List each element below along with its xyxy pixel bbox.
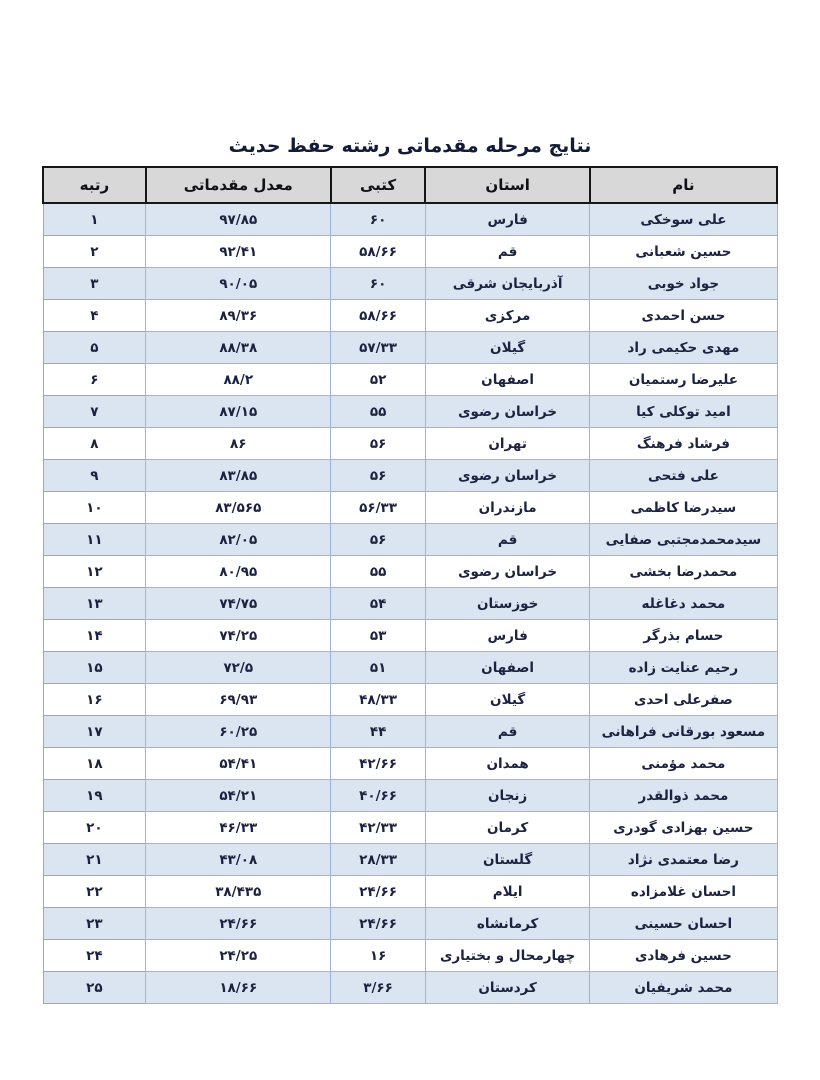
table-row: [43, 236, 777, 268]
cell-average: ۷۴/۲۵: [146, 620, 331, 652]
cell-written: ۵۴: [331, 588, 426, 620]
cell-name: مهدی حکیمی راد: [590, 332, 777, 364]
cell-written: ۵۱: [331, 652, 426, 684]
cell-rank: ۲: [43, 236, 146, 268]
cell-written: ۵۸/۶۶: [331, 236, 426, 268]
cell-written: ۵۷/۳۳: [331, 332, 426, 364]
cell-written: ۲۴/۶۶: [331, 908, 426, 940]
header-written: کتبی: [331, 167, 426, 203]
cell-written: ۵۶: [331, 428, 426, 460]
cell-average: ۶۰/۲۵: [146, 716, 331, 748]
cell-rank: ۸: [43, 428, 146, 460]
cell-average: ۳۸/۴۳۵: [146, 876, 331, 908]
cell-province: کردستان: [425, 972, 589, 1004]
cell-province: چهارمحال و بختیاری: [425, 940, 589, 972]
cell-written: ۵۶: [331, 460, 426, 492]
cell-province: آذربایجان شرقی: [425, 268, 589, 300]
table-header: [43, 167, 777, 203]
cell-province: ایلام: [425, 876, 589, 908]
cell-average: ۸۹/۳۶: [146, 300, 331, 332]
cell-province: خراسان رضوی: [425, 460, 589, 492]
cell-average: ۷۴/۷۵: [146, 588, 331, 620]
cell-name: احسان حسینی: [590, 908, 777, 940]
cell-average: ۲۴/۲۵: [146, 940, 331, 972]
cell-average: ۴۳/۰۸: [146, 844, 331, 876]
cell-written: ۶۰: [331, 268, 426, 300]
cell-rank: ۱۰: [43, 492, 146, 524]
table-row: [43, 716, 777, 748]
cell-average: ۸۳/۸۵: [146, 460, 331, 492]
cell-written: ۵۸/۶۶: [331, 300, 426, 332]
cell-written: ۳/۶۶: [331, 972, 426, 1004]
cell-name: محمد دغاغله: [590, 588, 777, 620]
cell-rank: ۱۵: [43, 652, 146, 684]
header-average: معدل مقدماتی: [146, 167, 331, 203]
cell-average: ۹۲/۴۱: [146, 236, 331, 268]
cell-average: ۸۷/۱۵: [146, 396, 331, 428]
cell-name: محمدرضا بخشی: [590, 556, 777, 588]
cell-average: ۲۴/۶۶: [146, 908, 331, 940]
table-row: [43, 652, 777, 684]
cell-name: حسین شعبانی: [590, 236, 777, 268]
cell-average: ۸۸/۳۸: [146, 332, 331, 364]
cell-written: ۵۶: [331, 524, 426, 556]
cell-average: ۸۸/۲: [146, 364, 331, 396]
cell-province: زنجان: [425, 780, 589, 812]
cell-written: ۴۴: [331, 716, 426, 748]
page-title: نتایج مرحله مقدماتی رشته حفظ حدیث: [228, 135, 592, 157]
header-rank: رتبه: [43, 167, 146, 203]
cell-name: محمد ذوالقدر: [590, 780, 777, 812]
cell-province: کرمانشاه: [425, 908, 589, 940]
table-row: [43, 556, 777, 588]
cell-rank: ۷: [43, 396, 146, 428]
table-row: [43, 940, 777, 972]
cell-written: ۲۸/۳۳: [331, 844, 426, 876]
cell-name: علی سوخکی: [590, 203, 777, 236]
cell-average: ۵۴/۴۱: [146, 748, 331, 780]
cell-average: ۸۲/۰۵: [146, 524, 331, 556]
cell-rank: ۳: [43, 268, 146, 300]
table-row: [43, 203, 777, 236]
cell-name: محمد شریفیان: [590, 972, 777, 1004]
cell-written: ۴۲/۳۳: [331, 812, 426, 844]
cell-average: ۴۶/۳۳: [146, 812, 331, 844]
cell-name: مسعود بورقانی فراهانی: [590, 716, 777, 748]
table-row: [43, 300, 777, 332]
header-province: استان: [425, 167, 589, 203]
cell-name: سیدرضا کاظمی: [590, 492, 777, 524]
cell-written: ۵۲: [331, 364, 426, 396]
cell-rank: ۱۲: [43, 556, 146, 588]
cell-name: جواد خوبی: [590, 268, 777, 300]
cell-written: ۴۰/۶۶: [331, 780, 426, 812]
cell-rank: ۱۴: [43, 620, 146, 652]
cell-province: قم: [425, 716, 589, 748]
cell-written: ۵۳: [331, 620, 426, 652]
table-row: [43, 268, 777, 300]
cell-rank: ۲۳: [43, 908, 146, 940]
table-row: [43, 460, 777, 492]
cell-province: فارس: [425, 203, 589, 236]
cell-average: ۸۶: [146, 428, 331, 460]
cell-name: فرشاد فرهنگ: [590, 428, 777, 460]
table-row: [43, 748, 777, 780]
cell-rank: ۲۲: [43, 876, 146, 908]
cell-name: صفرعلی احدی: [590, 684, 777, 716]
cell-rank: ۱: [43, 203, 146, 236]
cell-province: گیلان: [425, 332, 589, 364]
cell-rank: ۲۵: [43, 972, 146, 1004]
cell-name: رضا معتمدی نژاد: [590, 844, 777, 876]
cell-average: ۷۲/۵: [146, 652, 331, 684]
cell-rank: ۲۱: [43, 844, 146, 876]
cell-average: ۹۰/۰۵: [146, 268, 331, 300]
cell-rank: ۵: [43, 332, 146, 364]
cell-name: علی فتحی: [590, 460, 777, 492]
cell-province: مازندران: [425, 492, 589, 524]
cell-name: محمد مؤمنی: [590, 748, 777, 780]
table-row: [43, 524, 777, 556]
cell-province: خراسان رضوی: [425, 556, 589, 588]
header-name: نام: [590, 167, 777, 203]
table-row: [43, 492, 777, 524]
cell-average: ۱۸/۶۶: [146, 972, 331, 1004]
table-row: [43, 972, 777, 1004]
cell-written: ۵۶/۳۳: [331, 492, 426, 524]
table-row: [43, 876, 777, 908]
header-row: [43, 167, 777, 203]
cell-rank: ۲۰: [43, 812, 146, 844]
cell-name: حسین بهزادی گودری: [590, 812, 777, 844]
table-row: [43, 364, 777, 396]
cell-province: قم: [425, 524, 589, 556]
cell-average: ۶۹/۹۳: [146, 684, 331, 716]
cell-rank: ۱۱: [43, 524, 146, 556]
cell-name: حسن احمدی: [590, 300, 777, 332]
cell-province: فارس: [425, 620, 589, 652]
results-table: [42, 166, 778, 1004]
cell-written: ۵۵: [331, 396, 426, 428]
table-row: [43, 684, 777, 716]
table-row: [43, 588, 777, 620]
cell-province: تهران: [425, 428, 589, 460]
cell-province: گیلان: [425, 684, 589, 716]
cell-province: اصفهان: [425, 652, 589, 684]
cell-province: کرمان: [425, 812, 589, 844]
cell-province: خوزستان: [425, 588, 589, 620]
table-row: [43, 620, 777, 652]
cell-province: گلستان: [425, 844, 589, 876]
cell-average: ۹۷/۸۵: [146, 203, 331, 236]
table-row: [43, 844, 777, 876]
cell-province: خراسان رضوی: [425, 396, 589, 428]
cell-name: احسان غلامزاده: [590, 876, 777, 908]
cell-written: ۵۵: [331, 556, 426, 588]
cell-rank: ۹: [43, 460, 146, 492]
table-body: [43, 203, 777, 1004]
cell-written: ۲۴/۶۶: [331, 876, 426, 908]
cell-rank: ۲۴: [43, 940, 146, 972]
cell-written: ۶۰: [331, 203, 426, 236]
cell-average: ۸۳/۵۶۵: [146, 492, 331, 524]
cell-rank: ۱۳: [43, 588, 146, 620]
cell-written: ۱۶: [331, 940, 426, 972]
cell-average: ۸۰/۹۵: [146, 556, 331, 588]
table-row: [43, 332, 777, 364]
table-row: [43, 428, 777, 460]
cell-name: رحیم عنایت زاده: [590, 652, 777, 684]
cell-rank: ۱۷: [43, 716, 146, 748]
cell-province: همدان: [425, 748, 589, 780]
cell-name: امید توکلی کیا: [590, 396, 777, 428]
cell-name: علیرضا رستمیان: [590, 364, 777, 396]
cell-rank: ۴: [43, 300, 146, 332]
table-row: [43, 812, 777, 844]
cell-province: مرکزی: [425, 300, 589, 332]
table-row: [43, 780, 777, 812]
cell-written: ۴۲/۶۶: [331, 748, 426, 780]
cell-rank: ۱۸: [43, 748, 146, 780]
cell-province: اصفهان: [425, 364, 589, 396]
cell-name: حسین فرهادی: [590, 940, 777, 972]
cell-rank: ۱۹: [43, 780, 146, 812]
cell-province: قم: [425, 236, 589, 268]
cell-rank: ۱۶: [43, 684, 146, 716]
cell-written: ۴۸/۳۳: [331, 684, 426, 716]
cell-rank: ۶: [43, 364, 146, 396]
cell-name: حسام بذرگر: [590, 620, 777, 652]
cell-average: ۵۴/۲۱: [146, 780, 331, 812]
cell-name: سیدمحمدمجتبی صفایی: [590, 524, 777, 556]
table-row: [43, 396, 777, 428]
table-row: [43, 908, 777, 940]
